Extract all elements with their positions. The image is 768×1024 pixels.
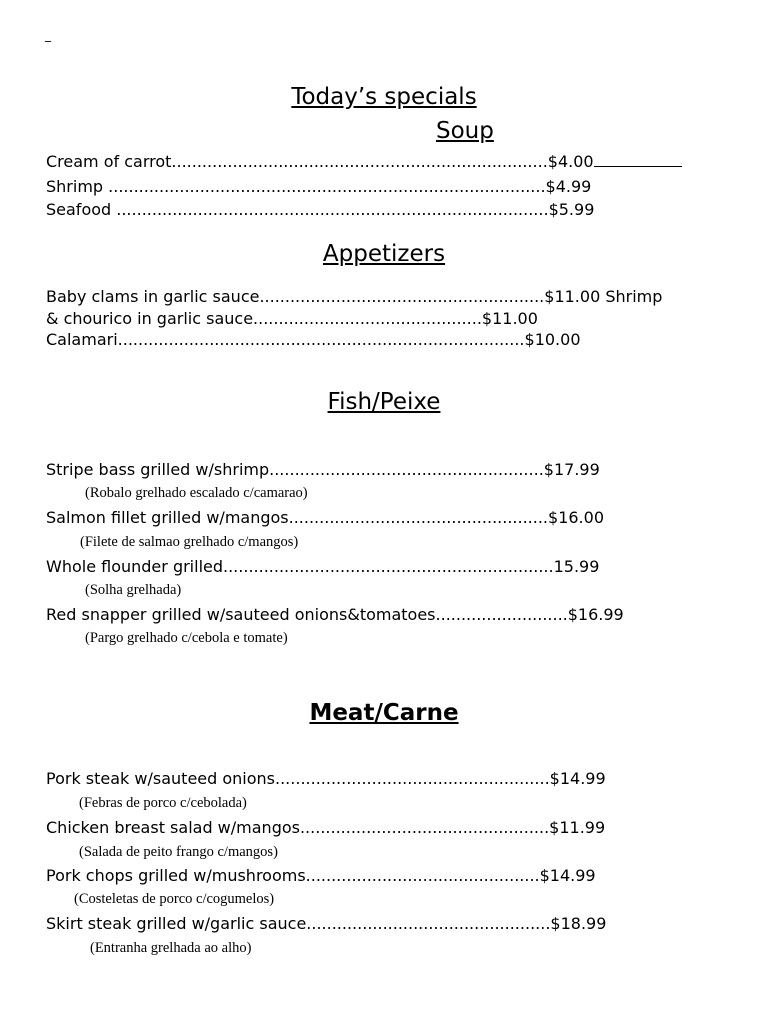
appetizer-line: Baby clams in garlic sauce........................................................$11.00 Shrimp	[46, 287, 663, 306]
meat-item: Chicken breast salad w/mangos.................................................$11.99	[46, 818, 606, 837]
meat-item-translation: (Entranha grelhada ao alho)	[90, 940, 252, 956]
fish-item-translation: (Filete de salmao grelhado c/mangos)	[80, 534, 299, 550]
fish-item-translation: (Pargo grelhado c/cebola e tomate)	[85, 630, 288, 646]
page-title: Today’s specials	[291, 84, 477, 110]
stray-mark: _	[45, 28, 51, 42]
fish-heading: Fish/Peixe	[327, 389, 441, 415]
fish-item: Whole flounder grilled.................................................................15.99	[46, 557, 600, 576]
fish-item-translation: (Robalo grelhado escalado c/camarao)	[85, 485, 308, 501]
soup-heading: Soup	[436, 118, 494, 144]
fish-item: Red snapper grilled w/sauteed onions&tomatoes..........................$16.99	[46, 605, 624, 624]
fish-item-translation: (Solha grelhada)	[85, 582, 182, 598]
underline-rule	[594, 152, 682, 167]
appetizer-line: & chourico in garlic sauce.............................................$11.00	[46, 309, 538, 328]
soup-item-cream-of-carrot	[46, 152, 682, 171]
meat-item-translation: (Salada de peito frango c/mangos)	[79, 844, 278, 860]
appetizer-line: Calamari................................................................................$10.00	[46, 330, 581, 349]
meat-item: Pork steak w/sauteed onions......................................................$14.99	[46, 769, 606, 788]
meat-heading: Meat/Carne	[309, 700, 459, 726]
meat-item-translation: (Costeletas de porco c/cogumelos)	[74, 891, 275, 907]
meat-item: Pork chops grilled w/mushrooms..............................................$14.99	[46, 866, 596, 885]
soup-item-seafood: Seafood .....................................................................................$5.99	[46, 200, 595, 219]
soup-item-shrimp: Shrimp ......................................................................................$4.99	[46, 177, 592, 196]
fish-item: Stripe bass grilled w/shrimp......................................................$17.99	[46, 460, 600, 479]
meat-item-translation: (Febras de porco c/cebolada)	[79, 795, 247, 811]
soup-item-text: Cream of carrot..........................................................................$4.00	[46, 152, 594, 171]
meat-item: Skirt steak grilled w/garlic sauce................................................$18.99	[46, 914, 607, 933]
fish-item: Salmon fillet grilled w/mangos...................................................$16.00	[46, 508, 604, 527]
appetizers-heading: Appetizers	[322, 241, 446, 267]
